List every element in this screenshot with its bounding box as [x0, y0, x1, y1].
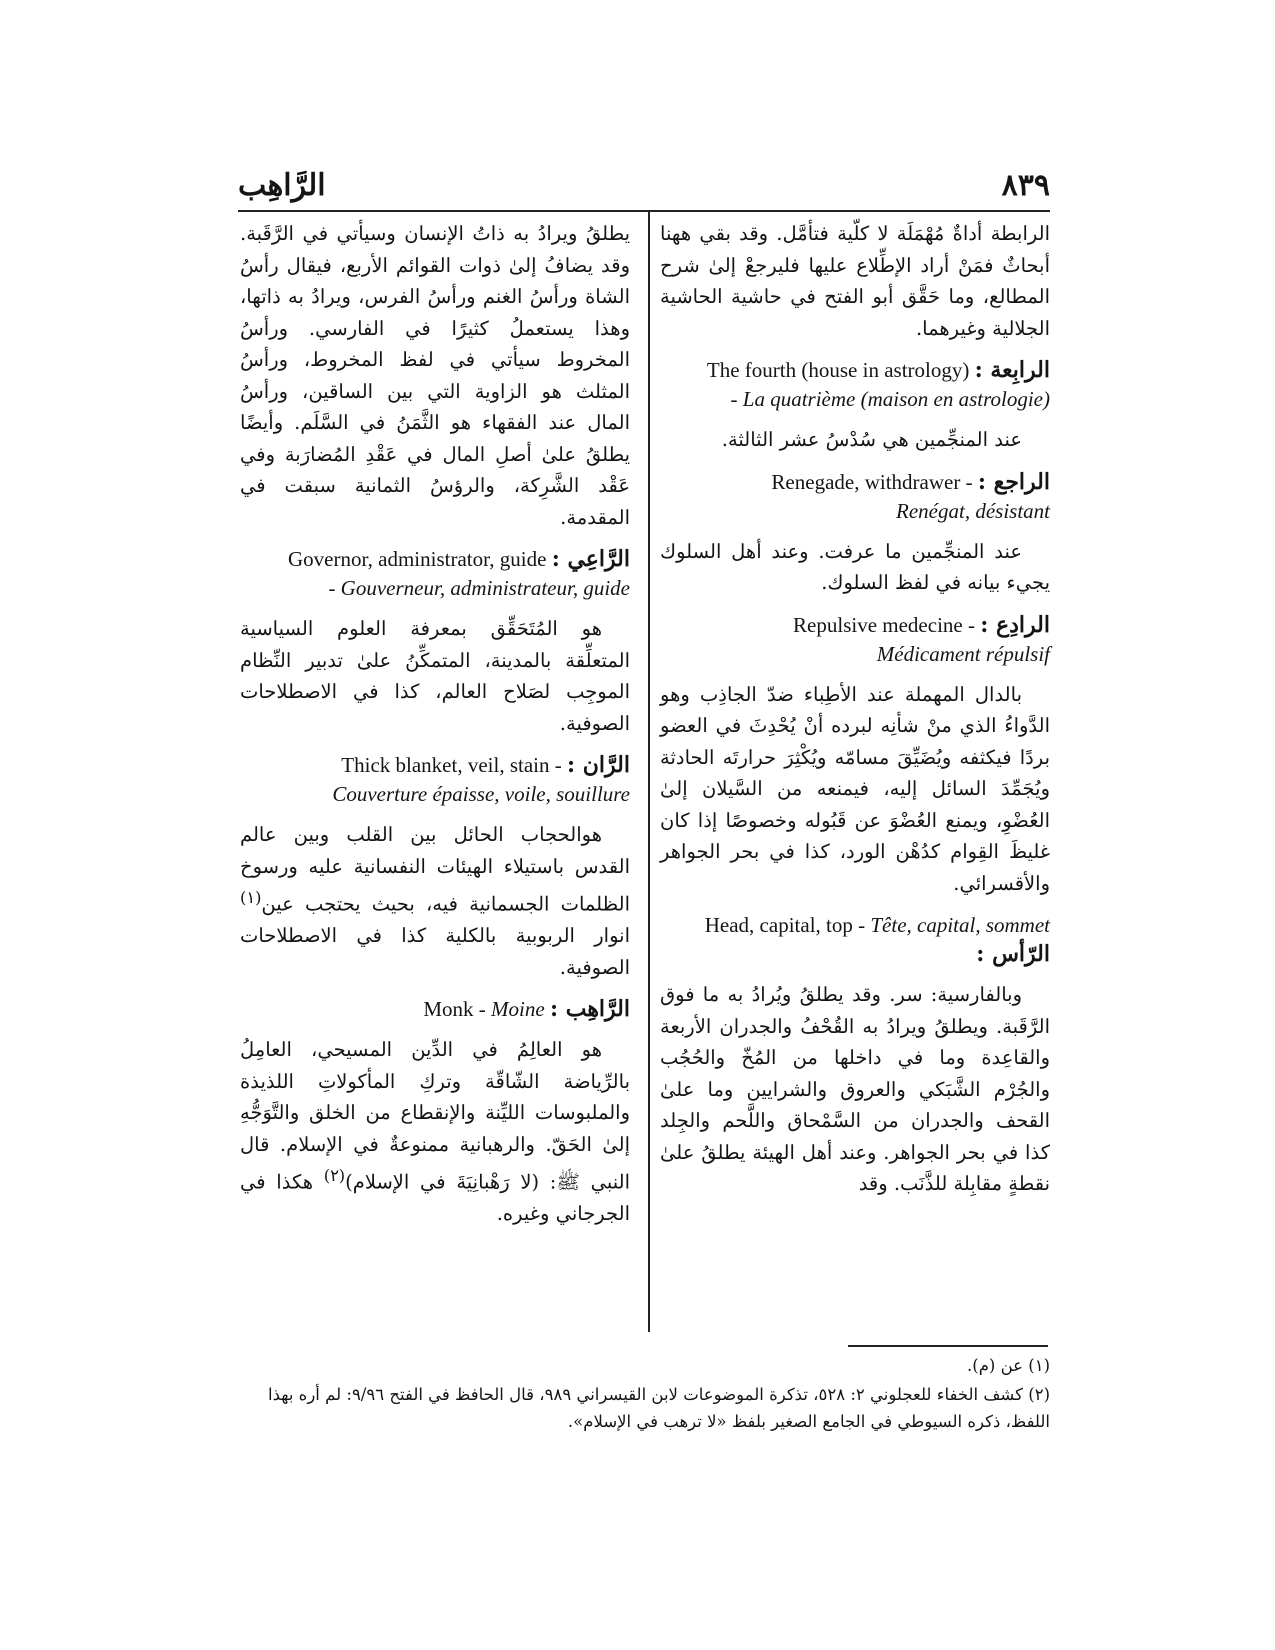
entry-raji — [660, 468, 1050, 526]
entry-english: Repulsive medecine - — [793, 612, 975, 637]
entry-headword: الرَّان : — [566, 752, 630, 778]
entry-headword: الرَّاعِي : — [551, 546, 630, 572]
footnote-1: (١) عن (م). — [967, 1356, 1050, 1375]
entry-definition: عند المنجِّمين ما عرفت. وعند أهل السلوك يجيء بيانه في لفظ السلوك. — [660, 539, 1050, 594]
entry-french: - Gouverneur, administrateur, guide — [328, 576, 630, 600]
entry-definition: وبالفارسية: سر. وقد يطلقُ ويُرادُ به ما فوق الرَّقَبة. ويطلقُ ويرادُ به القُحْفُ والجدران الأربعة والقاعِدة وما في داخلها من المُخّ والحُجُب والجُرْم الشَّبَكي والعروق والشرايين وما علىٰ القحف والجدران من السَّمْحاق واللَّحم والجِلد كذا في بحر الجواهر. وعند أهل الهيئة يطلقُ علىٰ نقطةٍ مقابِلة للذَّنَب. وقد — [660, 983, 1050, 1195]
entry-definition — [240, 819, 630, 983]
paragraph-continued: يطلقُ ويرادُ به ذاتُ الإنسان وسيأتي في الرَّقَبة. وقد يضافُ إلىٰ ذوات القوائم الأربع، فيقال رأسُ الشاة ورأسُ الغنم ورأسُ الفرس، ويرادُ به ذاتها، وهذا يستعملُ كثيرًا في الفارسي. ورأسُ المخروط سيأتي في لفظ المخروط، ورأسُ المثلث هو الزاوية التي بين الساقين، ورأسُ المال عند الفقهاء هو الثَّمَنُ في السَّلَم. وأيضًا يطلقُ علىٰ أصلِ المال في عَقْدِ المُضارَبة وفي عَقْد الشَّرِكة، والرؤسُ الثمانية سبقت في المقدمة. — [240, 222, 630, 529]
entry-french: Couverture épaisse, voile, souillure — [332, 782, 630, 806]
footnote-marker: (٢) — [323, 1166, 346, 1185]
running-title: الرَّاهِب — [238, 168, 326, 203]
entry-headword: الرّأس : — [976, 941, 1050, 967]
footnote-marker: (١) — [240, 888, 262, 907]
definition-text: هو العالِمُ في الدِّين المسيحي، العامِلُ بالرِّياضة الشّاقّة وتركِ المأكولاتِ اللذيذة والملبوسات الليِّنة والإنقطاع من الخلق والتَّوَجُّهِ إلىٰ الحَقّ. والرهبانية ممنوعةٌ في الإسلام. قال النبي ﷺ: (لا رَهْبانِيَةَ في الإسلام) — [240, 1038, 630, 1194]
entry-definition — [240, 1034, 630, 1230]
footnote-rule — [848, 1345, 1048, 1347]
entry-ran — [240, 751, 630, 809]
entry-french: Renégat, désistant — [896, 498, 1050, 523]
entry-ras — [660, 911, 1050, 969]
entry-rabia — [660, 356, 1050, 414]
definition-text: هكذا في الجرجاني وغيره. — [240, 1170, 630, 1225]
entry-definition: عند المنجِّمين هي سُدْسُ عشر الثالثة. — [721, 428, 1022, 451]
entry-headword: الراجع : — [977, 468, 1050, 495]
entry-english: Thick blanket, veil, stain - — [341, 753, 562, 777]
definition-text: هوالحجاب الحائل بين القلب وبين عالم القدس باستيلاء الهيئات النفسانية عليه ورسوخ الظلمات الجسمانية فيه، بحيث يحتجب عين — [240, 823, 630, 916]
entry-headword: الرابِعة : — [974, 357, 1050, 383]
entry-french: - La quatrième (maison en astrologie) — [730, 387, 1050, 411]
right-column — [660, 218, 1050, 1200]
page-number: ٨٣٩ — [1001, 168, 1050, 203]
entry-french: Médicament répulsif — [876, 641, 1050, 666]
entry-definition: بالدال المهملة عند الأطِباء ضدّ الجاذِب وهو الدَّواءُ الذي منْ شأنِه لبرده أنْ يُحْدِثَ في العضو بردًا فيكثفه ويُضَيِّقَ مسامّه ويُكْثِرَ حرارتَه الحادثة ويُجَمِّدَ السائل إليه، فيمنعه من السَّيلان إلىٰ العُضْوِ، ويمنع العُضْوَ عن قَبُوله وخصوصًا إذا كان غليظَ القِوام كدُهْن الورد، كذا في بحر الجواهر والأقسرائي. — [660, 682, 1050, 895]
column-divider — [648, 212, 650, 1332]
entry-english: Governor, administrator, guide — [288, 547, 547, 571]
entry-headword: الرادِع : — [980, 611, 1050, 638]
entry-french-inline: Moine — [491, 997, 545, 1021]
entry-headword: الرَّاهِب : — [549, 996, 630, 1022]
entry-english: The fourth (house in astrology) — [706, 358, 970, 382]
entry-radi — [660, 611, 1050, 669]
entry-rai — [240, 545, 630, 603]
entry-english: Renegade, withdrawer - — [771, 469, 973, 494]
footnote-2: (٢) كشف الخفاء للعجلوني ٢: ٥٢٨، تذكرة الموضوعات لابن القيسراني ٩٨٩، قال الحافظ في الفتح ٩/٩٦: لم أره بهذا اللفظ، ذكره السيوطي في الجامع الصغير بلفظ «لا ترهب في الإسلام». — [267, 1385, 1050, 1431]
entry-rahib — [240, 995, 630, 1024]
paragraph-intro: الرابطة أداةٌ مُهْمَلَة لا كلّية فتأمَّل. وقد بقي ههنا أبحاثٌ فمَنْ أراد الإطِّلاع عليها فليرجعْ إلىٰ شرح المطالع، وما حَقَّق أبو الفتح في حاشية الحاشية الجلالية وغيرهما. — [660, 222, 1050, 340]
entry-english: Head, capital, top - — [704, 913, 871, 937]
entry-english: Monk - — [423, 997, 492, 1021]
entry-french-inline: Tête, capital, sommet — [870, 913, 1050, 937]
entry-definition: هو المُتَحَقِّق بمعرفة العلوم السياسية المتعلِّقة بالمدينة، المتمكِّنُ علىٰ تدبير النِّظام الموجِب لصَلاح العالم، كذا في الاصطلاحات الصوفية. — [240, 617, 630, 735]
left-column — [240, 218, 630, 1230]
header-rule — [238, 210, 1050, 212]
definition-text: انوار الربوبية بالكلية كذا في الاصطلاحات الصوفية. — [240, 924, 630, 979]
